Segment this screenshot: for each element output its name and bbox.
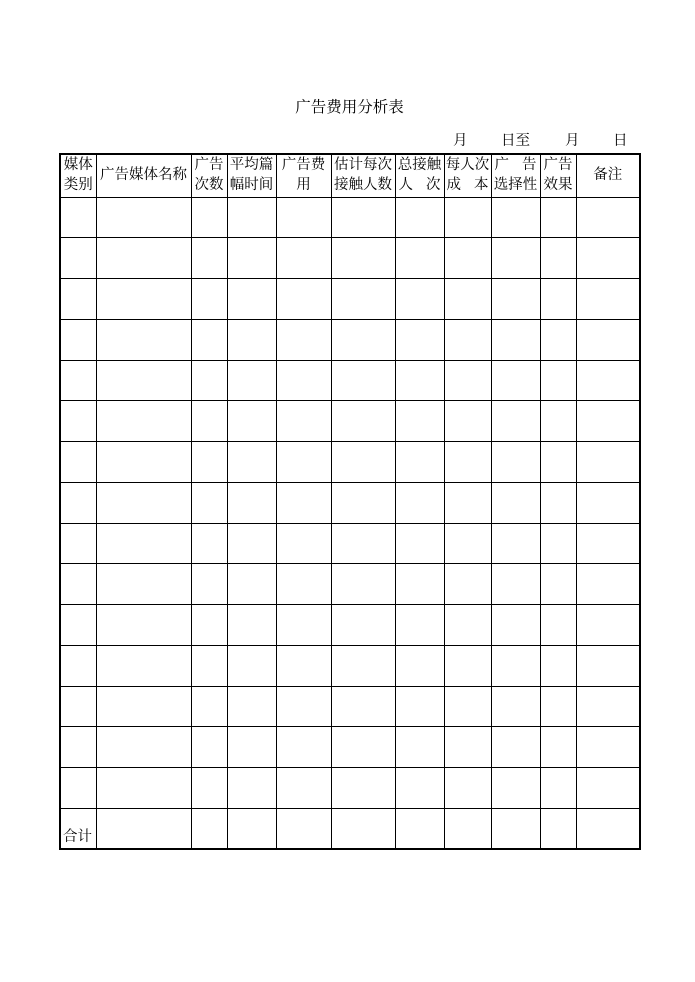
header-label-line: 广告 [543,157,573,174]
header-label-line: 每人次 [445,157,490,174]
table-cell [491,319,540,360]
header-label-line: 广告费 [281,157,326,174]
table-cell [576,768,640,809]
table-cell [227,279,276,320]
table-cell [276,319,331,360]
table-cell [227,401,276,442]
table-cell [331,605,395,646]
table-cell [540,686,576,727]
table-cell [96,360,191,401]
document-title: 广告费用分析表 [295,98,404,116]
table-cell [227,482,276,523]
table-cell [96,523,191,564]
table-cell [491,482,540,523]
header-row [60,154,640,197]
total-label: 合计 [63,829,92,845]
table-cell [191,279,227,320]
table-body [60,197,640,849]
table-cell [227,523,276,564]
table-cell [96,197,191,238]
table-cell [491,645,540,686]
table-cell [540,482,576,523]
table-cell [276,686,331,727]
table-cell [491,279,540,320]
header-ad-cost [276,154,331,197]
table-cell [331,279,395,320]
table-cell [191,482,227,523]
table-cell [276,564,331,605]
table-cell [395,401,444,442]
header-label-line: 媒体 [63,157,93,174]
table-cell [444,564,491,605]
table-cell [491,401,540,442]
table-cell [60,279,96,320]
table-cell [444,401,491,442]
table-cell [96,442,191,483]
table-cell [444,768,491,809]
table-cell [276,605,331,646]
date-day-start-to-label: 日至 [501,133,530,149]
table-cell [96,564,191,605]
table-row [60,564,640,605]
table-cell [491,360,540,401]
header-label-line: 成 本 [446,176,489,193]
table-cell [276,808,331,849]
table-cell [227,360,276,401]
date-month-start-label: 月 [453,133,468,149]
header-label-line: 备注 [593,167,623,183]
table-cell [60,319,96,360]
table-cell [444,686,491,727]
header-label-line: 广告 [194,157,224,174]
table-cell [576,401,640,442]
header-ad-count [191,154,227,197]
table-cell [227,605,276,646]
table-cell [444,808,491,849]
header-label-line: 广告媒体名称 [100,167,187,183]
table-cell [576,482,640,523]
table-cell [444,197,491,238]
table-cell [540,401,576,442]
table-cell [227,564,276,605]
table-cell [444,360,491,401]
header-label-line: 效果 [543,176,573,193]
table-cell [191,645,227,686]
table-cell [191,808,227,849]
table-cell [331,727,395,768]
header-label-line: 用 [296,176,311,193]
table-cell [191,238,227,279]
table-cell [96,808,191,849]
table-cell [395,238,444,279]
table-cell [491,442,540,483]
table-cell [60,523,96,564]
table-cell [395,564,444,605]
table-cell [444,727,491,768]
header-total-reach [395,154,444,197]
total-label-cell [60,808,96,849]
header-est-reach-per-ad [331,154,395,197]
table-cell [540,605,576,646]
header-label-line: 估计每次 [334,157,392,174]
table-cell [540,808,576,849]
table-cell [395,279,444,320]
table-cell [576,319,640,360]
date-day-end-label: 日 [613,133,628,149]
table-cell [576,279,640,320]
table-cell [395,808,444,849]
table-cell [576,197,640,238]
table-cell [540,523,576,564]
table-cell [276,401,331,442]
header-label-line: 总接触 [397,157,442,174]
table-cell [491,523,540,564]
table-cell [444,319,491,360]
table-cell [276,768,331,809]
table-cell [331,238,395,279]
table-row [60,482,640,523]
header-label-line: 平均篇 [229,157,274,174]
table-cell [576,360,640,401]
table-cell [60,401,96,442]
header-ad-selectivity [491,154,540,197]
table-cell [96,727,191,768]
header-remarks [576,154,640,197]
header-label-line: 人 次 [398,176,441,193]
table-cell [331,197,395,238]
header-media-category [60,154,96,197]
table-cell [576,442,640,483]
table-cell [96,319,191,360]
table-cell [96,768,191,809]
table-cell [576,238,640,279]
table-cell [395,727,444,768]
table-cell [331,360,395,401]
table-cell [491,768,540,809]
table-cell [444,645,491,686]
header-label-line: 类别 [63,176,93,193]
table-cell [276,360,331,401]
table-cell [191,197,227,238]
table-row [60,727,640,768]
table-cell [395,197,444,238]
table-row [60,401,640,442]
header-media-name [96,154,191,197]
table-cell [191,523,227,564]
table-cell [540,442,576,483]
table-cell [191,686,227,727]
table-cell [331,808,395,849]
table-cell [96,401,191,442]
table-cell [191,401,227,442]
table-cell [276,442,331,483]
table-row [60,442,640,483]
header-label-line: 幅时间 [229,176,274,193]
table-cell [96,686,191,727]
table-cell [491,197,540,238]
expense-analysis-table [59,153,641,850]
total-row [60,808,640,849]
table-cell [540,727,576,768]
table-cell [331,401,395,442]
table-cell [540,768,576,809]
table-row [60,360,640,401]
table-cell [331,768,395,809]
table-cell [60,360,96,401]
table-cell [276,238,331,279]
table-cell [540,645,576,686]
table-cell [227,197,276,238]
table-cell [276,482,331,523]
table-cell [576,727,640,768]
table-cell [60,727,96,768]
table-cell [540,238,576,279]
table-cell [576,645,640,686]
table-row [60,238,640,279]
table-cell [276,197,331,238]
table-cell [191,442,227,483]
table-cell [60,605,96,646]
table-cell [331,482,395,523]
table-cell [540,564,576,605]
table-cell [444,523,491,564]
table-cell [576,605,640,646]
table-row [60,686,640,727]
table-cell [191,768,227,809]
table-cell [227,645,276,686]
table-cell [395,686,444,727]
table-cell [96,645,191,686]
table-cell [331,319,395,360]
table-cell [491,605,540,646]
table-cell [395,768,444,809]
table-cell [60,645,96,686]
table-row [60,319,640,360]
table-cell [331,645,395,686]
table-cell [96,279,191,320]
header-label-line: 次数 [194,176,224,193]
table-cell [540,279,576,320]
table-cell [540,319,576,360]
table-cell [576,523,640,564]
table-cell [576,808,640,849]
table-row [60,279,640,320]
table-cell [444,442,491,483]
date-month-end-label: 月 [565,133,580,149]
header-label-line: 广 告 [494,157,537,174]
table-cell [491,686,540,727]
table-cell [191,727,227,768]
table-cell [395,523,444,564]
table-cell [491,238,540,279]
table-cell [395,605,444,646]
table-cell [331,442,395,483]
table-cell [331,564,395,605]
table-cell [395,360,444,401]
table-row [60,605,640,646]
table-row [60,523,640,564]
table-cell [60,686,96,727]
table-cell [331,523,395,564]
table-cell [444,279,491,320]
table-cell [491,564,540,605]
table-cell [540,197,576,238]
header-avg-duration [227,154,276,197]
table-cell [444,482,491,523]
table-cell [227,727,276,768]
header-label-line: 选择性 [493,176,538,193]
table-cell [276,727,331,768]
table-cell [227,768,276,809]
table-cell [60,564,96,605]
table-cell [395,442,444,483]
table-cell [576,564,640,605]
table-cell [491,727,540,768]
table-cell [395,482,444,523]
table-cell [96,238,191,279]
table-cell [60,197,96,238]
table-cell [395,319,444,360]
table-cell [276,523,331,564]
table-cell [191,360,227,401]
table-cell [227,319,276,360]
table-cell [191,319,227,360]
table-row [60,645,640,686]
table-cell [227,686,276,727]
table-cell [227,238,276,279]
table-cell [444,238,491,279]
table-cell [395,645,444,686]
table-cell [191,605,227,646]
table-cell [576,686,640,727]
table-row [60,197,640,238]
table-cell [276,279,331,320]
table-cell [540,360,576,401]
table-row [60,768,640,809]
table-cell [227,442,276,483]
table-cell [491,808,540,849]
table-cell [60,482,96,523]
header-ad-effect [540,154,576,197]
table-cell [60,442,96,483]
table-cell [60,238,96,279]
table-cell [444,605,491,646]
table-cell [191,564,227,605]
table-cell [276,645,331,686]
header-cost-per-reach [444,154,491,197]
table-cell [96,605,191,646]
header-label-line: 接触人数 [334,176,392,193]
table-cell [60,768,96,809]
table-cell [96,482,191,523]
table-cell [331,686,395,727]
table-cell [227,808,276,849]
